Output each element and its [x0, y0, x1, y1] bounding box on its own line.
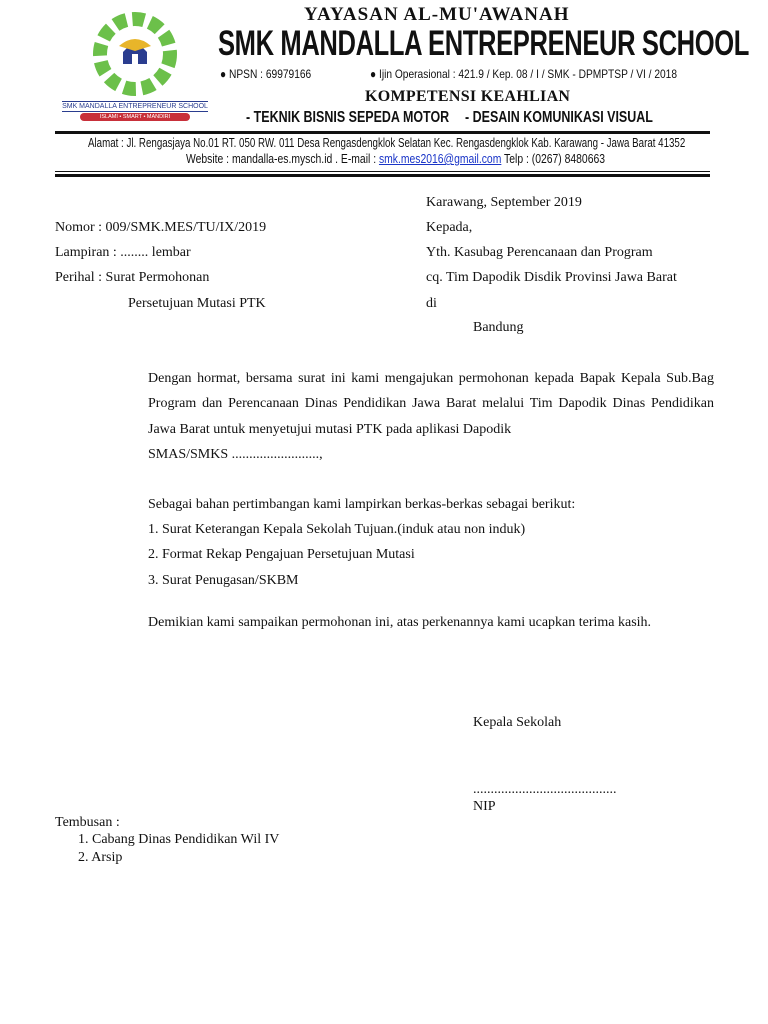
contact-line [186, 152, 605, 166]
bullet-icon: ● [370, 67, 377, 81]
letter-number: Nomor : 009/SMK.MES/TU/IX/2019 [55, 220, 267, 235]
attachments-intro: Sebagai bahan pertimbangan kami lampirkan berkas-berkas sebagai berikut: [148, 497, 576, 512]
competency-item: - DESAIN KOMUNIKASI VISUAL [465, 109, 653, 126]
competency-title: KOMPETENSI KEAHLIAN [365, 88, 571, 105]
attachment-item: 2. Format Rekap Pengajuan Persetujuan Mutasi [148, 547, 415, 562]
signature-line: ......................................... [473, 782, 617, 797]
subject: Perihal : Surat Permohonan [55, 270, 210, 285]
attachment-count: Lampiran : ........ lembar [55, 245, 191, 260]
address-line: Alamat : Jl. Rengasjaya No.01 RT. 050 RW. 011 Desa Rengasdengklok Selatan Kec. Rengasdengklok Kab. Karawang - Jawa Barat 41352 [88, 136, 686, 150]
recipient-line: Yth. Kasubag Perencanaan dan Program [426, 245, 653, 260]
cc-item: 1. Cabang Dinas Pendidikan Wil IV [78, 832, 280, 847]
izin-line [370, 67, 677, 81]
izin-text: Ijin Operasional : 421.9 / Kep. 08 / I / SMK - DPMPTSP / VI / 2018 [379, 67, 678, 81]
phone-text: Telp : (0267) 8480663 [501, 152, 606, 166]
opening-paragraph [148, 366, 714, 467]
header-divider [55, 171, 710, 172]
recipient-salutation: Kepada, [426, 220, 473, 235]
bullet-icon: ● [220, 67, 227, 81]
foundation-name: YAYASAN AL-MU'AWANAH [304, 4, 570, 25]
signer-title: Kepala Sekolah [473, 715, 562, 730]
header-divider [55, 174, 710, 177]
cc-item: 2. Arsip [78, 850, 123, 865]
recipient-line: cq. Tim Dapodik Disdik Provinsi Jawa Barat [426, 270, 677, 285]
npsn-text: NPSN : 69979166 [229, 67, 312, 81]
school-logo-icon [60, 8, 210, 100]
school-name: SMK MANDALLA ENTREPRENEUR SCHOOL [218, 24, 750, 63]
email-link[interactable]: smk.mes2016@gmail.com [378, 152, 502, 166]
subject-continued: Persetujuan Mutasi PTK [128, 296, 266, 311]
recipient-di: di [426, 296, 437, 311]
opening-text-last: SMAS/SMKS ........................., [148, 446, 323, 462]
logo-motto: ISLAMI • SMART • MANDIRI [80, 113, 190, 121]
website-text: Website : mandalla-es.mysch.id . E-mail : [186, 152, 379, 166]
cc-title: Tembusan : [55, 815, 120, 830]
recipient-city: Bandung [473, 320, 524, 335]
attachment-item: 1. Surat Keterangan Kepala Sekolah Tujuan.(induk atau non induk) [148, 522, 526, 537]
header-divider [55, 131, 710, 134]
logo-caption: SMK MANDALLA ENTREPRENEUR SCHOOL [62, 103, 208, 110]
signer-nip: NIP [473, 799, 496, 814]
place-date: Karawang, September 2019 [426, 195, 582, 210]
competency-item: - TEKNIK BISNIS SEPEDA MOTOR [246, 109, 450, 126]
opening-text: Dengan hormat, bersama surat ini kami mengajukan permohonan kepada Bapak Kepala Sub.Bag Program dan Perencanaan Dinas Pendidikan Jawa Barat melalui Tim Dapodik Dinas Pendidikan Jawa Barat untuk menyetujui mutasi PTK pada aplikasi Dapodik [148, 371, 714, 437]
npsn-line [220, 67, 311, 81]
closing-paragraph: Demikian kami sampaikan permohonan ini, atas perkenannya kami ucapkan terima kasih. [148, 615, 652, 630]
attachment-item: 3. Surat Penugasan/SKBM [148, 573, 299, 588]
